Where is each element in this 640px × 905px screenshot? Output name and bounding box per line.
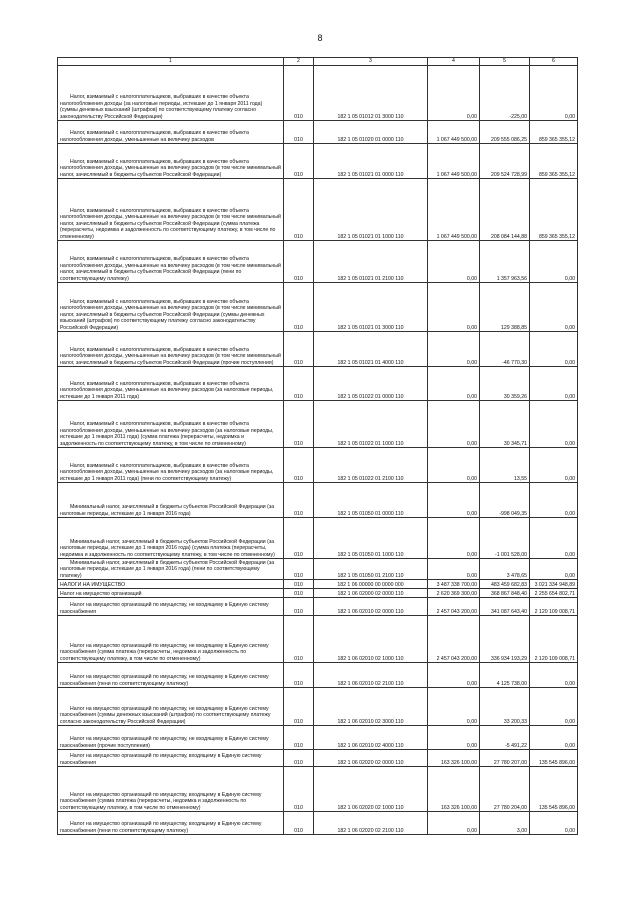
- executed-amount-cell: 27 780 204,00: [480, 767, 530, 812]
- table-row: [58, 66, 578, 121]
- approved-amount-cell: 0,00: [428, 332, 480, 367]
- executed-amount-cell: 336 934 193,29: [480, 616, 530, 663]
- table-row: [58, 144, 578, 179]
- approved-amount-cell: 0,00: [428, 688, 480, 726]
- income-code-cell: 182 1 05 01012 01 3000 110: [314, 66, 428, 121]
- unexecuted-amount-cell: 0,00: [530, 332, 578, 367]
- line-code-cell: 010: [284, 688, 314, 726]
- income-code-cell: 182 1 05 01021 01 4000 110: [314, 332, 428, 367]
- column-header-income-code: 3: [314, 58, 428, 66]
- unexecuted-amount-cell: 0,00: [530, 66, 578, 121]
- executed-amount-cell: 30 359,26: [480, 367, 530, 401]
- executed-amount-cell: 3 478,65: [480, 559, 530, 580]
- row-name-cell: Налог на имущество организаций по имуществу, входящему в Единую систему газоснабжения (сумма платежа (перерасчеты, недоимка и задолженность по соответствующему платежу, в том числе по отмененному): [58, 767, 284, 812]
- line-code-cell: 010: [284, 518, 314, 559]
- line-code-cell: 010: [284, 66, 314, 121]
- approved-amount-cell: 0,00: [428, 483, 480, 518]
- line-code-cell: 010: [284, 598, 314, 616]
- line-code-cell: 010: [284, 616, 314, 663]
- line-code-cell: 010: [284, 483, 314, 518]
- executed-amount-cell: -998 049,35: [480, 483, 530, 518]
- unexecuted-amount-cell: 0,00: [530, 688, 578, 726]
- page-number: 8: [317, 33, 323, 43]
- line-code-cell: 010: [284, 663, 314, 688]
- row-name-cell: Налог, взимаемый с налогоплательщиков, выбравших в качестве объекта налогообложения доходы, уменьшенные на величину расходов (за налоговые периоды, истекшие до 1 января 2011 года) (сумма платежа (перерасчеты, недоимка и задолженность по соответствующему платежу, в том числе по отмененному): [58, 401, 284, 448]
- table-row: [58, 688, 578, 726]
- table-row: [58, 767, 578, 812]
- income-code-cell: 182 1 06 02020 02 0000 110: [314, 750, 428, 767]
- unexecuted-amount-cell: 859 365 355,12: [530, 144, 578, 179]
- column-header-line-code: 2: [284, 58, 314, 66]
- row-name-cell: Налог на имущество организаций по имуществу, входящему в Единую систему газоснабжения (пени по соответствующему платежу): [58, 812, 284, 835]
- unexecuted-amount-cell: 859 365 355,12: [530, 179, 578, 241]
- unexecuted-amount-cell: 3 021 334 948,89: [530, 580, 578, 589]
- row-name-cell: Налог, взимаемый с налогоплательщиков, выбравших в качестве объекта налогообложения доходы, уменьшенные на величину расходов (за налоговые периоды, истекшие до 1 января 2011 года) (пени по соответствующему платежу): [58, 448, 284, 483]
- approved-amount-cell: 1 067 449 500,00: [428, 179, 480, 241]
- table-row: [58, 598, 578, 616]
- approved-amount-cell: 2 457 043 200,00: [428, 598, 480, 616]
- budget-execution-table: [57, 57, 578, 835]
- row-name-cell: Налог, взимаемый с налогоплательщиков, выбравших в качестве объекта налогообложения доходы (за налоговые периоды, истекшие до 1 января 2011 года) (суммы денежных взысканий (штрафов) по соответствующему платежу согласно законодательству Российской Федерации): [58, 66, 284, 121]
- income-code-cell: 182 1 05 01050 01 1000 110: [314, 518, 428, 559]
- income-code-cell: 182 1 05 01020 01 0000 110: [314, 121, 428, 144]
- executed-amount-cell: 3,00: [480, 812, 530, 835]
- unexecuted-amount-cell: 0,00: [530, 283, 578, 332]
- income-code-cell: 182 1 05 01022 01 0000 110: [314, 367, 428, 401]
- executed-amount-cell: -46 770,30: [480, 332, 530, 367]
- approved-amount-cell: 2 457 043 200,00: [428, 616, 480, 663]
- unexecuted-amount-cell: 0,00: [530, 367, 578, 401]
- table-body: [58, 66, 578, 835]
- table-row: [58, 616, 578, 663]
- approved-amount-cell: 0,00: [428, 726, 480, 750]
- income-code-cell: 182 1 06 02010 02 2100 110: [314, 663, 428, 688]
- unexecuted-amount-cell: 0,00: [530, 483, 578, 518]
- executed-amount-cell: 4 125 738,00: [480, 663, 530, 688]
- column-header-approved: 4: [428, 58, 480, 66]
- line-code-cell: 010: [284, 179, 314, 241]
- row-name-cell: Налог на имущество организаций по имуществу, не входящему в Единую систему газоснабжения: [58, 598, 284, 616]
- income-code-cell: 182 1 05 01050 01 2100 110: [314, 559, 428, 580]
- executed-amount-cell: -1 001 528,00: [480, 518, 530, 559]
- table-row: [58, 750, 578, 767]
- approved-amount-cell: 163 326 100,00: [428, 750, 480, 767]
- line-code-cell: 010: [284, 726, 314, 750]
- executed-amount-cell: 341 087 643,40: [480, 598, 530, 616]
- column-number-header-row: [58, 58, 578, 66]
- income-code-cell: 182 1 06 02010 02 1000 110: [314, 616, 428, 663]
- line-code-cell: 010: [284, 401, 314, 448]
- row-name-cell: НАЛОГИ НА ИМУЩЕСТВО: [58, 580, 284, 589]
- executed-amount-cell: 209 524 728,99: [480, 144, 530, 179]
- line-code-cell: 010: [284, 559, 314, 580]
- executed-amount-cell: 13,55: [480, 448, 530, 483]
- executed-amount-cell: 368 867 848,40: [480, 589, 530, 598]
- approved-amount-cell: 0,00: [428, 663, 480, 688]
- approved-amount-cell: 163 326 100,00: [428, 767, 480, 812]
- approved-amount-cell: 2 620 369 300,00: [428, 589, 480, 598]
- table-row: [58, 580, 578, 589]
- income-code-cell: 182 1 05 01022 01 2100 110: [314, 448, 428, 483]
- row-name-cell: Налог на имущество организаций по имуществу, входящему в Единую систему газоснабжения: [58, 750, 284, 767]
- executed-amount-cell: 209 555 086,25: [480, 121, 530, 144]
- unexecuted-amount-cell: 0,00: [530, 812, 578, 835]
- row-name-cell: Налог, взимаемый с налогоплательщиков, выбравших в качестве объекта налогообложения доходы, уменьшенные на величину расходов (в том числе минимальный налог, зачисляемый в бюджеты субъектов Российской Федерации (пени по соответствующему платежу): [58, 241, 284, 283]
- row-name-cell: Налог на имущество организаций по имуществу, не входящему в Единую систему газоснабжения (суммы денежных взысканий (штрафов) по соответствующему платежу согласно законодательству Российской Федерации): [58, 688, 284, 726]
- line-code-cell: 010: [284, 812, 314, 835]
- unexecuted-amount-cell: 859 365 355,12: [530, 121, 578, 144]
- approved-amount-cell: 0,00: [428, 401, 480, 448]
- row-name-cell: Налог, взимаемый с налогоплательщиков, выбравших в качестве объекта налогообложения доходы, уменьшенные на величину расходов (в том числе минимальный налог, зачисляемый в бюджеты субъектов Российской Федерации (сумма платежа (перерасчеты, недоимка и задолженность по соответствующему платежу, в том числе по отмененному): [58, 179, 284, 241]
- executed-amount-cell: 1 357 963,56: [480, 241, 530, 283]
- executed-amount-cell: 33 200,33: [480, 688, 530, 726]
- approved-amount-cell: 0,00: [428, 448, 480, 483]
- unexecuted-amount-cell: 0,00: [530, 518, 578, 559]
- line-code-cell: 010: [284, 448, 314, 483]
- table-row: [58, 332, 578, 367]
- income-code-cell: 182 1 05 01022 01 1000 110: [314, 401, 428, 448]
- income-code-cell: 182 1 06 02010 02 0000 110: [314, 598, 428, 616]
- table-row: [58, 401, 578, 448]
- unexecuted-amount-cell: 0,00: [530, 241, 578, 283]
- unexecuted-amount-cell: 2 255 654 802,71: [530, 589, 578, 598]
- approved-amount-cell: 0,00: [428, 518, 480, 559]
- income-code-cell: 182 1 05 01021 01 0000 110: [314, 144, 428, 179]
- executed-amount-cell: 27 780 207,00: [480, 750, 530, 767]
- row-name-cell: Минимальный налог, зачисляемый в бюджеты субъектов Российской Федерации (за налоговые периоды, истекшие до 1 января 2016 года) (пени по соответствующему платежу): [58, 559, 284, 580]
- income-code-cell: 182 1 05 01021 01 2100 110: [314, 241, 428, 283]
- executed-amount-cell: 30 345,71: [480, 401, 530, 448]
- approved-amount-cell: 1 067 449 500,00: [428, 144, 480, 179]
- income-code-cell: 182 1 06 02020 02 2100 110: [314, 812, 428, 835]
- line-code-cell: 010: [284, 241, 314, 283]
- table-row: [58, 283, 578, 332]
- row-name-cell: Минимальный налог, зачисляемый в бюджеты субъектов Российской Федерации (за налоговые периоды, истекшие до 1 января 2016 года) (сумма платежа (перерасчеты, недоимка и задолженность по соответствующему платежу, в том числе по отмененному): [58, 518, 284, 559]
- unexecuted-amount-cell: 0,00: [530, 726, 578, 750]
- table-row: [58, 448, 578, 483]
- line-code-cell: 010: [284, 750, 314, 767]
- unexecuted-amount-cell: 2 120 109 008,71: [530, 598, 578, 616]
- line-code-cell: 010: [284, 580, 314, 589]
- column-header-unexecuted: 6: [530, 58, 578, 66]
- row-name-cell: Налог, взимаемый с налогоплательщиков, выбравших в качестве объекта налогообложения доходы, уменьшенные на величину расходов (за налоговые периоды, истекшие до 1 января 2011 года): [58, 367, 284, 401]
- line-code-cell: 010: [284, 144, 314, 179]
- line-code-cell: 010: [284, 121, 314, 144]
- income-code-cell: 182 1 06 02010 02 4000 110: [314, 726, 428, 750]
- table-row: [58, 663, 578, 688]
- table-row: [58, 367, 578, 401]
- table-row: [58, 589, 578, 598]
- approved-amount-cell: 0,00: [428, 367, 480, 401]
- row-name-cell: Налог на имущество организаций по имуществу, не входящему в Единую систему газоснабжения (прочие поступления): [58, 726, 284, 750]
- unexecuted-amount-cell: 135 545 896,00: [530, 767, 578, 812]
- table-row: [58, 483, 578, 518]
- line-code-cell: 010: [284, 332, 314, 367]
- table-row: [58, 179, 578, 241]
- row-name-cell: Налог, взимаемый с налогоплательщиков, выбравших в качестве объекта налогообложения доходы, уменьшенные на величину расходов: [58, 121, 284, 144]
- income-code-cell: 182 1 05 01021 01 3000 110: [314, 283, 428, 332]
- line-code-cell: 010: [284, 283, 314, 332]
- executed-amount-cell: 129 388,85: [480, 283, 530, 332]
- table-row: [58, 812, 578, 835]
- table-row: [58, 518, 578, 559]
- unexecuted-amount-cell: 0,00: [530, 448, 578, 483]
- line-code-cell: 010: [284, 767, 314, 812]
- column-header-executed: 5: [480, 58, 530, 66]
- income-code-cell: 182 1 06 00000 00 0000 000: [314, 580, 428, 589]
- approved-amount-cell: 0,00: [428, 812, 480, 835]
- executed-amount-cell: 208 084 144,88: [480, 179, 530, 241]
- line-code-cell: 010: [284, 589, 314, 598]
- approved-amount-cell: 0,00: [428, 283, 480, 332]
- table-row: [58, 726, 578, 750]
- table-row: [58, 241, 578, 283]
- table-row: [58, 559, 578, 580]
- row-name-cell: Минимальный налог, зачисляемый в бюджеты субъектов Российской Федерации (за налоговые периоды, истекшие до 1 января 2016 года): [58, 483, 284, 518]
- row-name-cell: Налог на имущество организаций: [58, 589, 284, 598]
- income-code-cell: 182 1 06 02010 02 3000 110: [314, 688, 428, 726]
- row-name-cell: Налог на имущество организаций по имуществу, не входящему в Единую систему газоснабжения (сумма платежа (перерасчеты, недоимка и задолженность по соответствующему платежу, в том числе по отмененному): [58, 616, 284, 663]
- executed-amount-cell: 483 459 682,83: [480, 580, 530, 589]
- approved-amount-cell: 0,00: [428, 66, 480, 121]
- unexecuted-amount-cell: 2 120 109 008,71: [530, 616, 578, 663]
- row-name-cell: Налог, взимаемый с налогоплательщиков, выбравших в качестве объекта налогообложения доходы, уменьшенные на величину расходов (в том числе минимальный налог, зачисляемый в бюджеты субъектов Российской Федерации (суммы денежных взысканий (штрафов) по соответствующему платежу согласно законодательству Российской Федерации): [58, 283, 284, 332]
- unexecuted-amount-cell: 0,00: [530, 559, 578, 580]
- executed-amount-cell: -225,00: [480, 66, 530, 121]
- income-code-cell: 182 1 06 02000 02 0000 110: [314, 589, 428, 598]
- income-code-cell: 182 1 06 02020 02 1000 110: [314, 767, 428, 812]
- row-name-cell: Налог, взимаемый с налогоплательщиков, выбравших в качестве объекта налогообложения доходы, уменьшенные на величину расходов (в том числе минимальный налог, зачисляемый в бюджеты субъектов Российской Федерации (прочие поступления): [58, 332, 284, 367]
- row-name-cell: Налог на имущество организаций по имуществу, не входящему в Единую систему газоснабжения (пени по соответствующему платежу): [58, 663, 284, 688]
- unexecuted-amount-cell: 0,00: [530, 663, 578, 688]
- executed-amount-cell: -5 491,22: [480, 726, 530, 750]
- line-code-cell: 010: [284, 367, 314, 401]
- unexecuted-amount-cell: 0,00: [530, 401, 578, 448]
- row-name-cell: Налог, взимаемый с налогоплательщиков, выбравших в качестве объекта налогообложения доходы, уменьшенные на величину расходов (в том числе минимальный налог, зачисляемый в бюджеты субъектов Российской Федерации): [58, 144, 284, 179]
- column-header-name: 1: [58, 58, 284, 66]
- approved-amount-cell: 3 487 338 700,00: [428, 580, 480, 589]
- income-code-cell: 182 1 05 01021 01 1000 110: [314, 179, 428, 241]
- unexecuted-amount-cell: 135 545 896,00: [530, 750, 578, 767]
- table-row: [58, 121, 578, 144]
- approved-amount-cell: 0,00: [428, 559, 480, 580]
- income-code-cell: 182 1 05 01050 01 0000 110: [314, 483, 428, 518]
- approved-amount-cell: 1 067 449 500,00: [428, 121, 480, 144]
- approved-amount-cell: 0,00: [428, 241, 480, 283]
